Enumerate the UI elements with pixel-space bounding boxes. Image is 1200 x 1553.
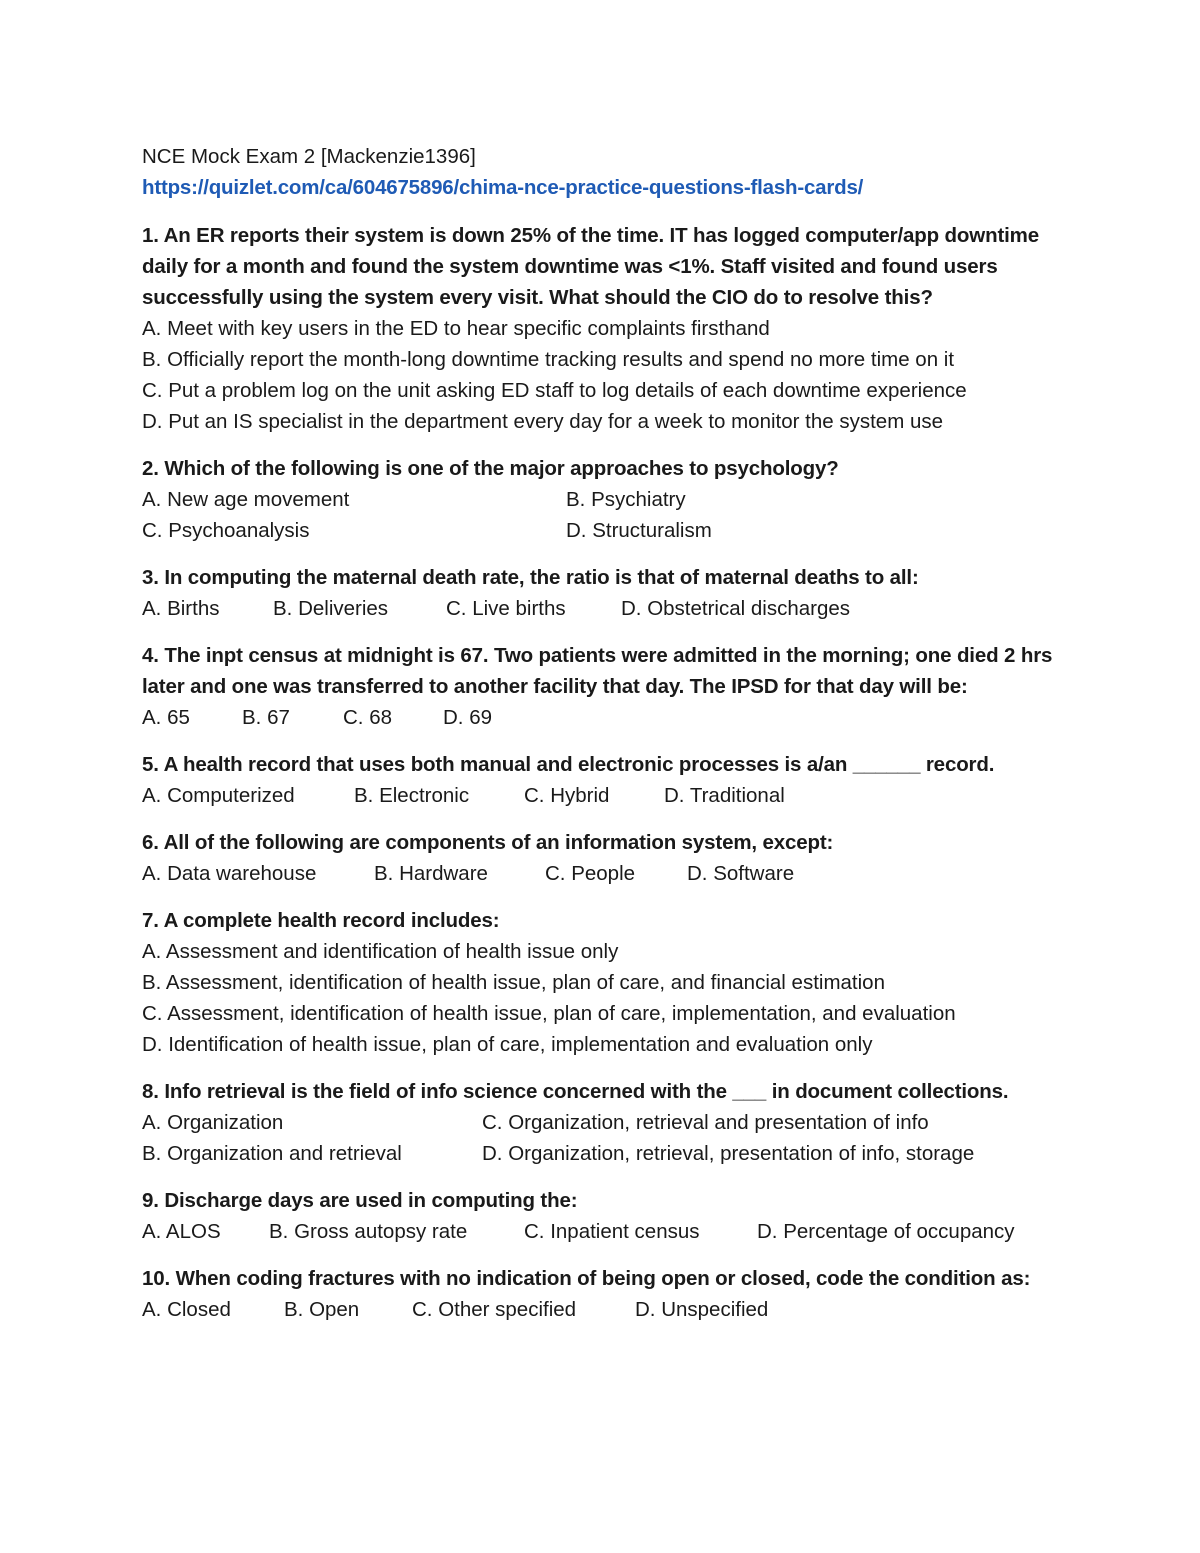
question-text: Discharge days are used in computing the:: [164, 1189, 578, 1212]
question-number: 2.: [142, 457, 159, 480]
option-b[interactable]: B. Open: [284, 1298, 360, 1321]
option-d[interactable]: D. Percentage of occupancy: [757, 1220, 1015, 1243]
answer-options: [142, 484, 1072, 546]
option-a[interactable]: A. Data warehouse: [142, 862, 317, 885]
question-text: All of the following are components of an information system, except:: [163, 831, 834, 854]
answer-options: [142, 780, 1072, 811]
question-6: [142, 827, 1072, 889]
option-c[interactable]: C. Psychoanalysis: [142, 519, 310, 542]
answer-options: [142, 858, 1072, 889]
option-c[interactable]: C. Inpatient census: [524, 1220, 700, 1243]
option-a[interactable]: A. ALOS: [142, 1220, 221, 1243]
option-d[interactable]: D. Organization, retrieval, presentation of info, storage: [482, 1142, 975, 1165]
question-2: [142, 453, 1072, 546]
question-5: [142, 749, 1072, 811]
option-d[interactable]: D. Unspecified: [635, 1298, 769, 1321]
option-a[interactable]: A. 65: [142, 706, 190, 729]
question-8: [142, 1076, 1072, 1169]
question-text: The inpt census at midnight is 67. Two patients were admitted in the morning; one died 2 hrs later and one was transferred to another facility that day. The IPSD for that day will be:: [142, 644, 1053, 698]
option-c[interactable]: C. People: [545, 862, 636, 885]
option-a[interactable]: A. Computerized: [142, 784, 295, 807]
option-c[interactable]: C. 68: [343, 706, 392, 729]
option-a[interactable]: A. Closed: [142, 1298, 231, 1321]
question-number: 9.: [142, 1189, 159, 1212]
quizlet-link[interactable]: https://quizlet.com/ca/604675896/chima-nce-practice-questions-flash-cards/: [142, 176, 864, 199]
option-b[interactable]: B. Assessment, identification of health issue, plan of care, and financial estimation: [142, 971, 885, 994]
question-text: Which of the following is one of the major approaches to psychology?: [164, 457, 839, 480]
answer-options: [142, 593, 1072, 624]
option-c[interactable]: C. Organization, retrieval and presentation of info: [482, 1111, 929, 1134]
option-d[interactable]: D. 69: [443, 706, 492, 729]
question-text: A health record that uses both manual and electronic processes is a/an ______ record.: [163, 753, 995, 776]
option-d[interactable]: D. Software: [687, 862, 795, 885]
answer-options: [142, 1294, 1072, 1325]
option-b[interactable]: B. Organization and retrieval: [142, 1142, 402, 1165]
option-c[interactable]: C. Put a problem log on the unit asking ED staff to log details of each downtime experience: [142, 379, 967, 402]
option-a[interactable]: A. Births: [142, 597, 220, 620]
option-b[interactable]: B. Deliveries: [273, 597, 389, 620]
option-a[interactable]: A. New age movement: [142, 488, 350, 511]
exam-document: [142, 141, 1072, 1325]
question-text: In computing the maternal death rate, the ratio is that of maternal deaths to all:: [164, 566, 919, 589]
question-10: [142, 1263, 1072, 1325]
document-title: NCE Mock Exam 2 [Mackenzie1396]: [142, 145, 476, 168]
question-number: 3.: [142, 566, 159, 589]
answer-options: [142, 702, 1072, 733]
question-number: 6.: [142, 831, 159, 854]
option-d[interactable]: D. Traditional: [664, 784, 785, 807]
option-b[interactable]: B. Electronic: [354, 784, 470, 807]
answer-options: [142, 936, 1072, 1060]
option-a[interactable]: A. Organization: [142, 1111, 284, 1134]
option-b[interactable]: B. Psychiatry: [566, 488, 686, 511]
option-d[interactable]: D. Obstetrical discharges: [621, 597, 851, 620]
question-number: 10.: [142, 1267, 171, 1290]
question-number: 7.: [142, 909, 159, 932]
option-d[interactable]: D. Identification of health issue, plan of care, implementation and evaluation only: [142, 1033, 873, 1056]
answer-options: [142, 1107, 1072, 1169]
option-a[interactable]: A. Assessment and identification of health issue only: [142, 940, 619, 963]
option-b[interactable]: B. 67: [242, 706, 290, 729]
question-text: A complete health record includes:: [163, 909, 500, 932]
option-b[interactable]: B. Hardware: [374, 862, 488, 885]
option-d[interactable]: D. Put an IS specialist in the department every day for a week to monitor the system use: [142, 410, 944, 433]
question-text: When coding fractures with no indication of being open or closed, code the condition as:: [175, 1267, 1031, 1290]
question-number: 5.: [142, 753, 159, 776]
question-text: An ER reports their system is down 25% of the time. IT has logged computer/app downtime daily for a month and found the system downtime was <1%. Staff visited and found users successfully using the system every visit. What should the CIO do to resolve this?: [142, 224, 1040, 309]
option-b[interactable]: B. Gross autopsy rate: [269, 1220, 468, 1243]
option-c[interactable]: C. Other specified: [412, 1298, 577, 1321]
question-4: [142, 640, 1072, 733]
option-a[interactable]: A. Meet with key users in the ED to hear specific complaints firsthand: [142, 317, 770, 340]
option-c[interactable]: C. Assessment, identification of health issue, plan of care, implementation, and evaluation: [142, 1002, 956, 1025]
question-7: [142, 905, 1072, 1060]
option-c[interactable]: C. Live births: [446, 597, 566, 620]
answer-options: [142, 1216, 1072, 1247]
question-9: [142, 1185, 1072, 1247]
question-text: Info retrieval is the field of info science concerned with the ___ in document collections.: [164, 1080, 1009, 1103]
question-3: [142, 562, 1072, 624]
question-number: 8.: [142, 1080, 159, 1103]
option-b[interactable]: B. Officially report the month-long downtime tracking results and spend no more time on it: [142, 348, 955, 371]
answer-options: [142, 313, 1072, 437]
question-number: 4.: [142, 644, 159, 667]
option-c[interactable]: C. Hybrid: [524, 784, 610, 807]
question-number: 1.: [142, 224, 159, 247]
option-d[interactable]: D. Structuralism: [566, 519, 712, 542]
question-1: [142, 220, 1072, 437]
